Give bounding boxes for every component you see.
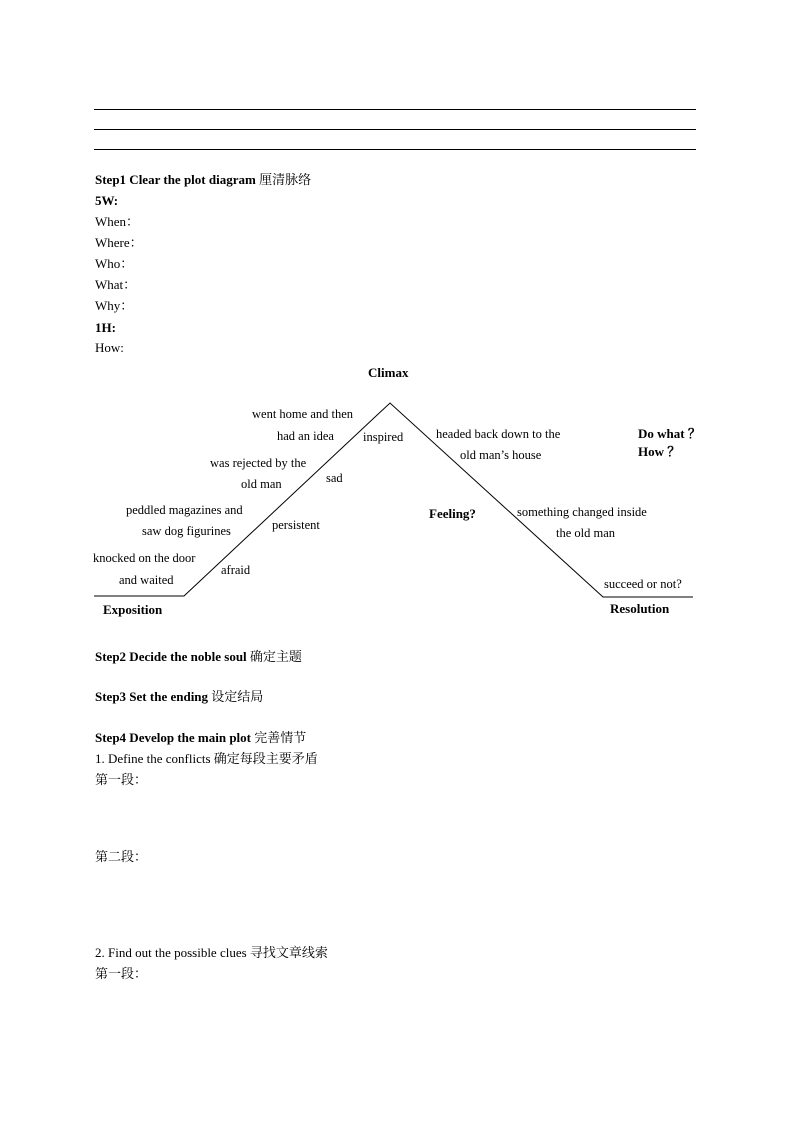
step3-heading bbox=[95, 689, 263, 705]
resolution-label: Resolution bbox=[610, 601, 670, 616]
define-conflicts: 1. Define the conflicts 确定每段主要矛盾 bbox=[95, 751, 318, 766]
paragraph-2-label: 第二段： bbox=[95, 849, 148, 864]
feeling-sad: sad bbox=[326, 471, 343, 485]
one-h-heading: 1H: bbox=[95, 320, 116, 335]
step4-heading bbox=[95, 730, 306, 746]
climax-label: Climax bbox=[368, 365, 409, 380]
paragraph-1b-label: 第一段： bbox=[95, 966, 148, 981]
step1-title: Step1 Clear the plot diagram bbox=[95, 172, 256, 187]
do-what-question: Do what ？ bbox=[638, 426, 701, 441]
feeling-persistent: persistent bbox=[272, 518, 320, 532]
find-clues: 2. Find out the possible clues 寻找文章线索 bbox=[95, 945, 328, 960]
event-knocked-1: knocked on the door bbox=[93, 551, 196, 565]
how-label: How: bbox=[95, 340, 124, 355]
paragraph-1-label: 第一段： bbox=[95, 772, 148, 787]
why-label: Why： bbox=[95, 298, 134, 313]
step3-cn: 设定结局 bbox=[211, 689, 264, 704]
feeling-inspired: inspired bbox=[363, 430, 404, 444]
step4-title: Step4 Develop the main plot bbox=[95, 730, 251, 745]
exposition-label: Exposition bbox=[103, 602, 163, 617]
event-changed-2: the old man bbox=[556, 526, 616, 540]
event-changed-1: something changed inside bbox=[517, 505, 647, 519]
step2-heading bbox=[95, 649, 302, 665]
who-label: Who： bbox=[95, 256, 134, 271]
where-label: Where： bbox=[95, 235, 143, 250]
step2-cn: 确定主题 bbox=[249, 649, 302, 664]
event-peddled-2: saw dog figurines bbox=[142, 524, 231, 538]
how-question: How ？ bbox=[638, 444, 681, 459]
event-knocked-2: and waited bbox=[119, 573, 174, 587]
event-went-home-1: went home and then bbox=[252, 407, 354, 421]
event-headed-back-1: headed back down to the bbox=[436, 427, 561, 441]
step1-cn: 厘清脉络 bbox=[259, 172, 312, 187]
step4-cn: 完善情节 bbox=[254, 730, 307, 745]
event-rejected-1: was rejected by the bbox=[210, 456, 307, 470]
event-peddled-1: peddled magazines and bbox=[126, 503, 243, 517]
feeling-afraid: afraid bbox=[221, 563, 251, 577]
event-rejected-2: old man bbox=[241, 477, 282, 491]
when-label: When： bbox=[95, 214, 140, 229]
what-label: What： bbox=[95, 277, 137, 292]
step2-title: Step2 Decide the noble soul bbox=[95, 649, 247, 664]
event-headed-back-2: old man’s house bbox=[460, 448, 542, 462]
five-w-heading: 5W: bbox=[95, 193, 119, 208]
step3-title: Step3 Set the ending bbox=[95, 689, 209, 704]
feeling-question: Feeling? bbox=[429, 506, 476, 521]
event-succeed: succeed or not? bbox=[604, 577, 682, 591]
event-went-home-2: had an idea bbox=[277, 429, 334, 443]
